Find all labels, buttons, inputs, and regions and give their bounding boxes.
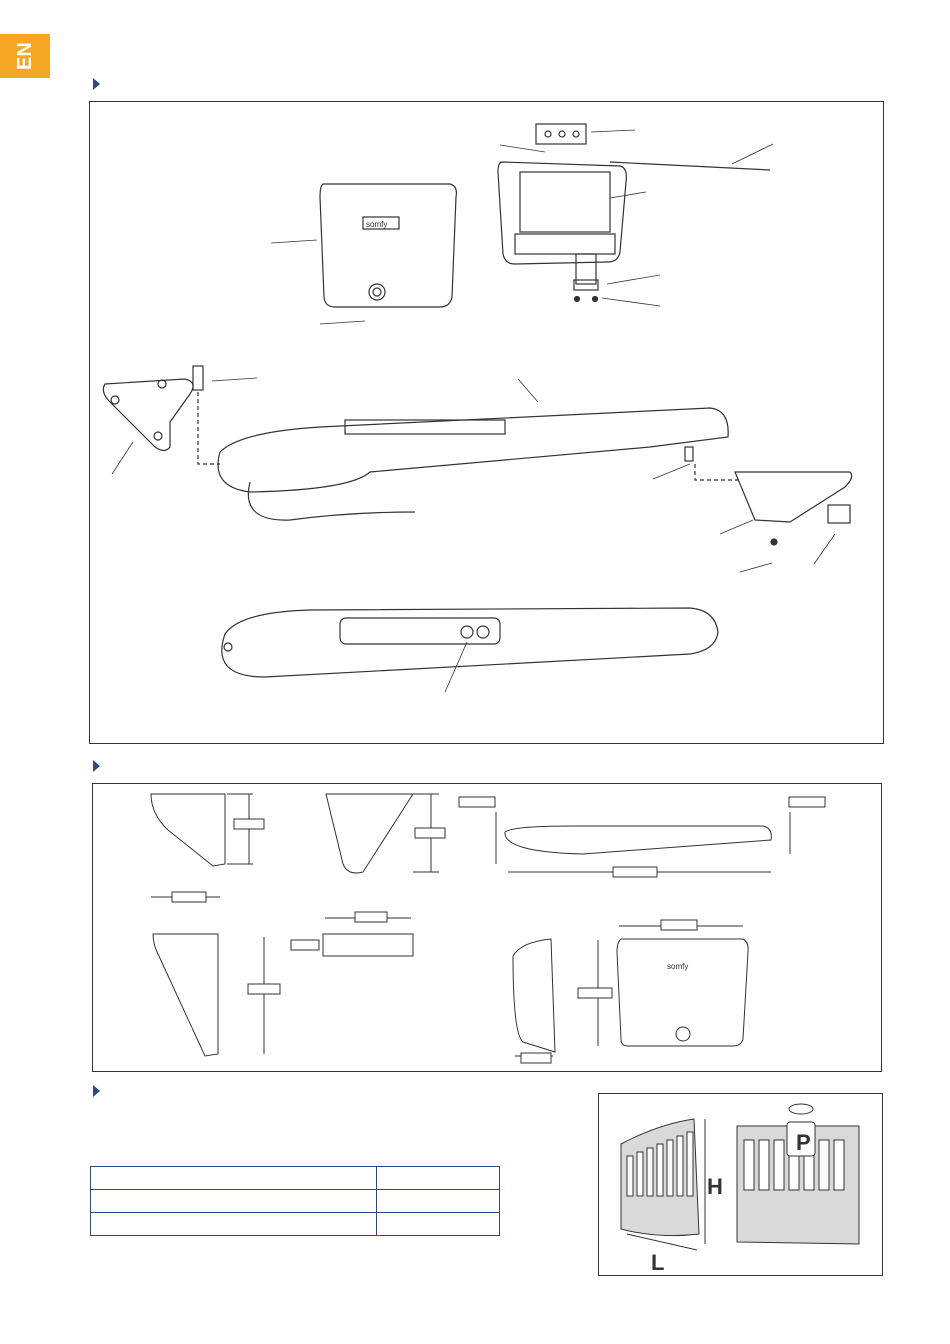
table-cell bbox=[377, 1213, 500, 1236]
gate-limits-diagram bbox=[598, 1093, 883, 1276]
table-row bbox=[91, 1190, 500, 1213]
section-arrow-dimensions bbox=[93, 760, 100, 772]
table-cell bbox=[377, 1190, 500, 1213]
label-l: L bbox=[651, 1250, 665, 1275]
actuator-arm-bottom bbox=[222, 608, 718, 677]
table-cell bbox=[91, 1213, 377, 1236]
table-cell bbox=[91, 1190, 377, 1213]
control-box-open bbox=[498, 124, 770, 302]
table-cell bbox=[91, 1167, 377, 1190]
actuator-arm-top bbox=[218, 408, 728, 520]
specs-table bbox=[90, 1166, 500, 1236]
section-arrow-limits bbox=[93, 1085, 100, 1097]
language-label: EN bbox=[14, 42, 36, 70]
somfy-logo-cover-front: somfy bbox=[667, 962, 689, 971]
table-cell bbox=[377, 1167, 500, 1190]
label-p: P bbox=[796, 1130, 811, 1155]
bracket-right bbox=[695, 464, 852, 545]
table-row bbox=[91, 1213, 500, 1236]
control-box-cover bbox=[320, 184, 456, 307]
language-tab bbox=[0, 34, 50, 78]
somfy-logo-cover: somfy bbox=[366, 220, 388, 229]
label-h: H bbox=[707, 1174, 723, 1199]
bracket-left bbox=[103, 366, 220, 464]
dimensions-diagram bbox=[92, 783, 882, 1072]
section-arrow-components bbox=[93, 78, 100, 90]
table-row bbox=[91, 1167, 500, 1190]
components-diagram bbox=[89, 101, 884, 744]
leader-lines bbox=[112, 130, 835, 692]
